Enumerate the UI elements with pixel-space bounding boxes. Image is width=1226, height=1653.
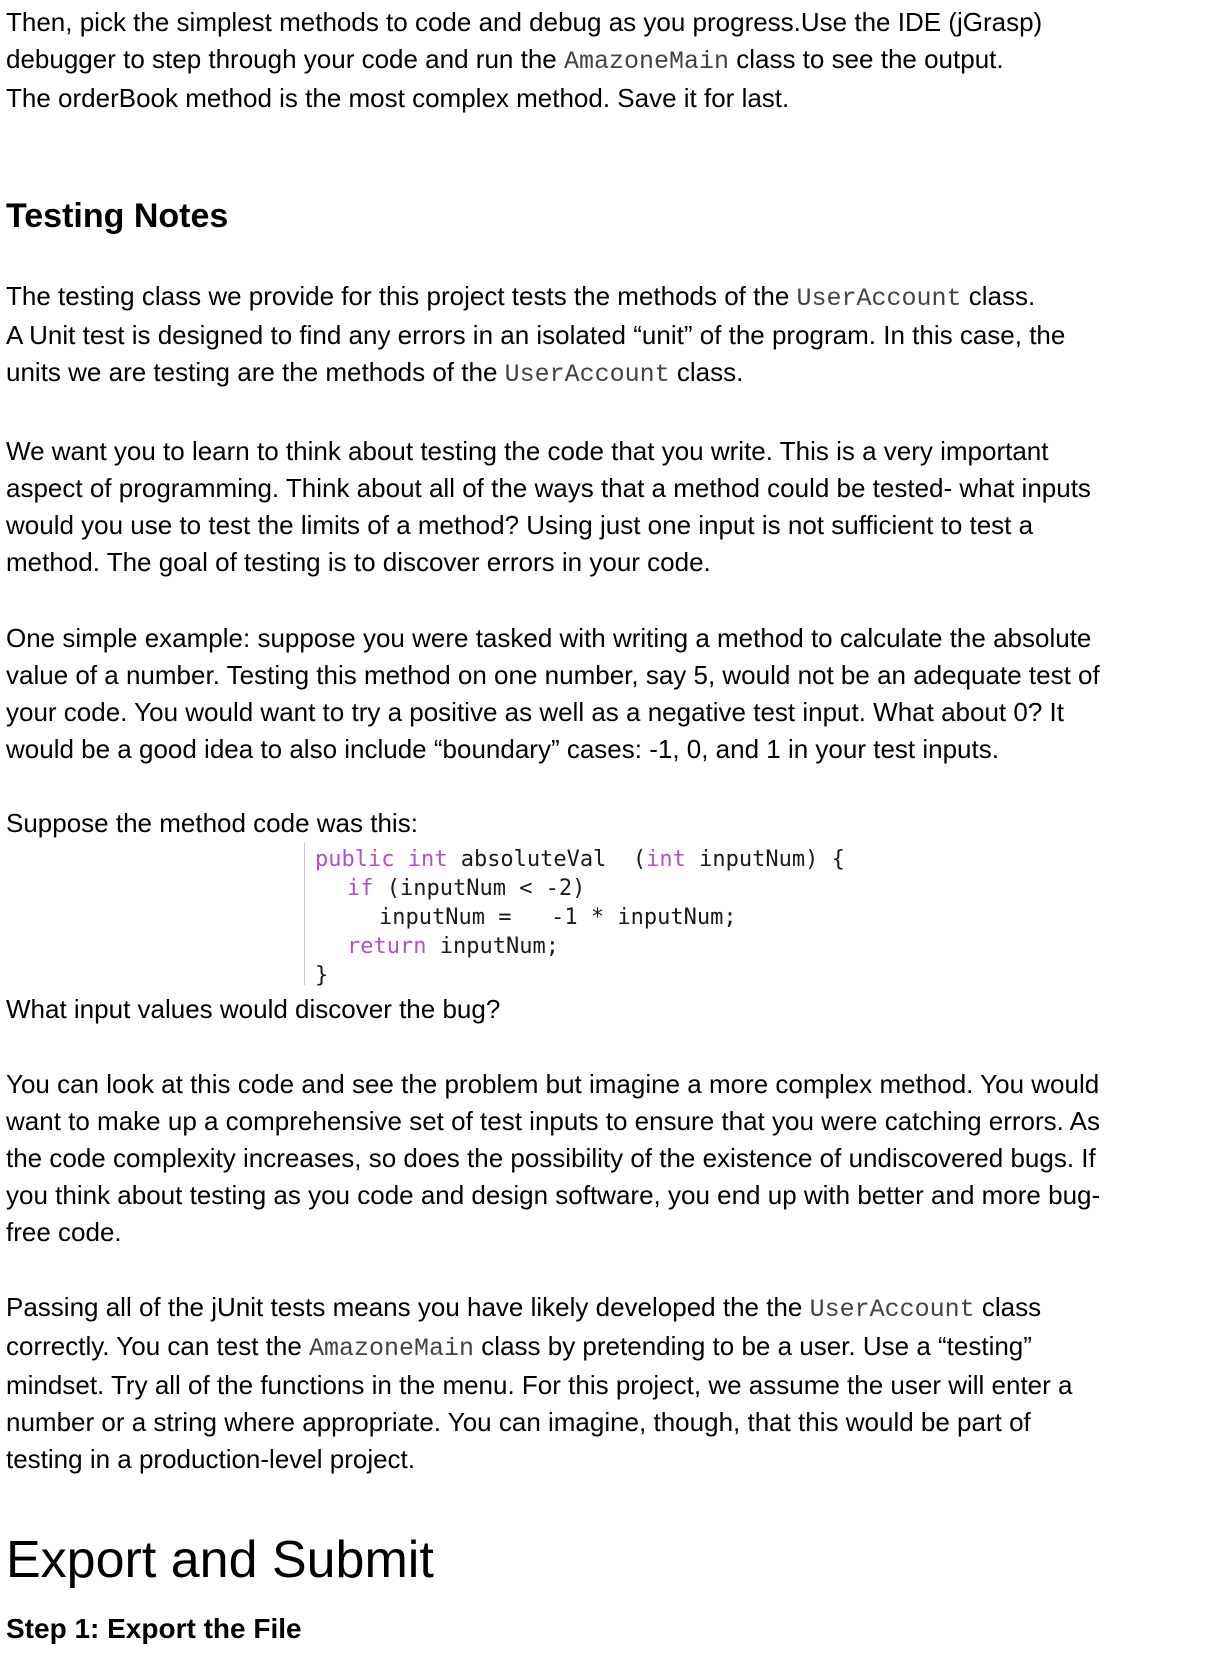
p1-line-3-end: class. [669, 357, 744, 387]
code-line-5: } [315, 963, 329, 988]
intro-line-2-end: class to see the output. [729, 44, 1004, 74]
p7-line-1-text: Passing all of the jUnit tests means you have likely developed the the [6, 1292, 810, 1322]
p1-line-3 [6, 354, 1216, 393]
code-line-1 [315, 845, 845, 874]
code-line-2 [347, 874, 585, 903]
p7-line-5: testing in a production-level project. [6, 1444, 416, 1474]
code-text: inputNum) { [685, 847, 845, 872]
p2-line-3: would you use to test the limits of a method? Using just one input is not sufficient to test a [6, 510, 1034, 540]
testing-paragraph-3 [6, 620, 1216, 768]
intro-line-1: Then, pick the simplest methods to code and debug as you progress.Use the IDE (jGrasp) [6, 7, 1043, 37]
p3-line-1: One simple example: suppose you were tasked with writing a method to calculate the absolute [6, 623, 1092, 653]
code-keyword: if [347, 876, 374, 901]
export-heading: Export and Submit [6, 1531, 434, 1589]
p2-line-4: method. The goal of testing is to discover errors in your code. [6, 547, 711, 577]
testing-paragraph-6 [6, 1066, 1216, 1251]
code-keyword: int [646, 847, 686, 872]
p6-line-2: want to make up a comprehensive set of test inputs to ensure that you were catching errors. As [6, 1106, 1101, 1136]
step-1-section [6, 1611, 1216, 1647]
testing-paragraph-5 [6, 991, 1216, 1028]
amazonemain-code: AmazoneMain [563, 47, 729, 76]
p7-line-3: mindset. Try all of the functions in the menu. For this project, we assume the user will enter a [6, 1370, 1073, 1400]
p6-line-5: free code. [6, 1217, 122, 1247]
testing-paragraph-7 [6, 1289, 1216, 1478]
p6-line-1: You can look at this code and see the problem but imagine a more complex method. You would [6, 1069, 1100, 1099]
p1-line-1-text: The testing class we provide for this project tests the methods of the [6, 281, 797, 311]
step-1-heading: Step 1: Export the File [6, 1613, 302, 1644]
p3-line-3: your code. You would want to try a positive as well as a negative test input. What about 0? It [6, 697, 1064, 727]
testing-paragraph-4 [6, 805, 1216, 842]
code-text: (inputNum < -2) [373, 876, 586, 901]
intro-paragraph [6, 4, 1216, 117]
testing-notes-heading: Testing Notes [6, 197, 229, 235]
useraccount-code: UserAccount [504, 360, 670, 389]
intro-line-2-text: debugger to step through your code and run the [6, 44, 564, 74]
export-section [6, 1530, 1216, 1590]
amazonemain-code: AmazoneMain [309, 1334, 475, 1363]
p1-line-2: A Unit test is designed to find any errors in an isolated “unit” of the program. In this case, the [6, 320, 1066, 350]
p1-line-1 [6, 278, 1216, 317]
p7-line-2 [6, 1328, 1216, 1367]
p7-line-1-end: class [974, 1292, 1042, 1322]
useraccount-code: UserAccount [796, 284, 962, 313]
code-keyword: public int [315, 847, 448, 872]
code-text: inputNum; [426, 934, 559, 959]
p5-line: What input values would discover the bug? [6, 994, 501, 1024]
p7-line-4: number or a string where appropriate. You can imagine, though, that this would be part of [6, 1407, 1031, 1437]
intro-line-3: The orderBook method is the most complex method. Save it for last. [6, 83, 790, 113]
p6-line-4: you think about testing as you code and design software, you end up with better and more bug- [6, 1180, 1101, 1210]
p7-line-1 [6, 1289, 1216, 1328]
testing-paragraph-1 [6, 278, 1216, 393]
code-line-4 [347, 932, 559, 961]
useraccount-code: UserAccount [809, 1295, 975, 1324]
p3-line-2: value of a number. Testing this method on one number, say 5, would not be an adequate test of [6, 660, 1100, 690]
p2-line-1: We want you to learn to think about testing the code that you write. This is a very important [6, 436, 1049, 466]
testing-paragraph-2 [6, 433, 1216, 581]
p4-line: Suppose the method code was this: [6, 808, 418, 838]
code-snippet [304, 843, 905, 988]
testing-notes-section [6, 196, 1216, 236]
code-text: absoluteVal ( [447, 847, 647, 872]
p7-line-2-text: correctly. You can test the [6, 1331, 310, 1361]
intro-line-2 [6, 41, 1216, 80]
code-keyword: return [347, 934, 427, 959]
p1-line-3-text: units we are testing are the methods of the [6, 357, 505, 387]
p2-line-2: aspect of programming. Think about all of the ways that a method could be tested- what inputs [6, 473, 1091, 503]
code-line-3: inputNum = -1 * inputNum; [379, 905, 737, 930]
p7-line-2-end: class by pretending to be a user. Use a “testing” [474, 1331, 1032, 1361]
p6-line-3: the code complexity increases, so does the possibility of the existence of undiscovered bugs. If [6, 1143, 1096, 1173]
p1-line-1-end: class. [961, 281, 1036, 311]
p3-line-4: would be a good idea to also include “boundary” cases: -1, 0, and 1 in your test inputs. [6, 734, 999, 764]
